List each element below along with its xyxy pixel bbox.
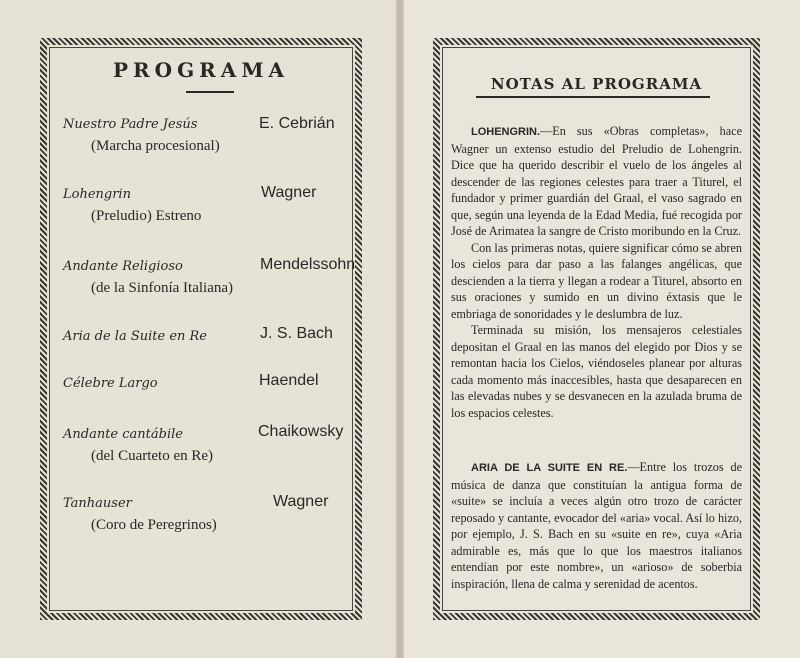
work-subtitle: (Coro de Peregrinos) bbox=[91, 517, 217, 533]
work-title: Aria de la Suite en Re bbox=[63, 329, 207, 344]
work-subtitle: (Marcha procesional) bbox=[91, 138, 220, 154]
notas-title: NOTAS AL PROGRAMA bbox=[490, 75, 703, 93]
work-title: Célebre Largo bbox=[63, 376, 158, 391]
note-paragraph: Terminada su misión, los mensajeros celestiales depositan el Graal en las manos del elegido por Dios y se remontan hacia los Cielos, viéndoseles planear por alturas cada momento más inaccesibles, hasta que desaparecen en las elevadas nubes y se desvanecen en la azulada bruma de los espacios celestes. bbox=[451, 323, 742, 420]
work-title: Andante cantábile bbox=[63, 427, 183, 442]
work-title: Tanhauser bbox=[63, 496, 132, 511]
title-underline bbox=[186, 91, 234, 93]
page-gutter bbox=[396, 0, 404, 658]
programa-title: PROGRAMA bbox=[113, 58, 289, 82]
composer-name: Wagner bbox=[261, 184, 317, 201]
composer-name: J. S. Bach bbox=[260, 325, 333, 342]
note-text: —En sus «Obras completas», hace Wagner un extenso estudio del Preludio de Lohengrin. Dice que ha querido describir el vuelo de los ángeles al descender de las regiones celestes para traer a Titurel, el fundador y primer guardián del Graal, el vaso sagrado en que, según una leyenda de la Edad Media, fué recogida por José de Arimatea la sangre de Cristo moribundo en la Cruz. bbox=[451, 124, 742, 238]
note-lohengrin bbox=[451, 123, 742, 421]
note-paragraph: Con las primeras notas, quiere significar cómo se abren los cielos para dar paso a las falanges angélicas, que descienden a la tierra y llegan a rodear a Titurel, absorto en sus oraciones y sumido en un divino éxtasis que le embriaga de sonoridades y le deslumbra de luz. bbox=[451, 240, 742, 321]
work-title: Andante Religioso bbox=[63, 259, 183, 274]
work-title: Lohengrin bbox=[63, 187, 131, 202]
program-item bbox=[63, 187, 363, 225]
note-text: —Entre los trozos de música de danza que constituían la antigua forma de «suite» se incluía a veces algún otro trozo de carácter reposado y cantante, evocador del «aria» vocal. Así lo hizo, por ejemplo, J. S. Bach en su «suite en re», cuya «Aria admirable es, más que lo que los maestros italianos entendían por este nombre», un «arioso» de soberbia inspiración, llena de calma y serenidad de acentos. bbox=[451, 460, 742, 591]
work-title: Nuestro Padre Jesús bbox=[63, 117, 198, 132]
note-lead: ARIA DE LA SUITE EN RE. bbox=[471, 462, 628, 474]
note-aria bbox=[451, 459, 742, 592]
composer-name: Wagner bbox=[273, 493, 329, 510]
composer-name: E. Cebrián bbox=[259, 115, 335, 132]
composer-name: Mendelssohn bbox=[260, 256, 356, 273]
work-subtitle: (Preludio) Estreno bbox=[91, 208, 202, 224]
note-lead: LOHENGRIN. bbox=[471, 126, 541, 138]
composer-name: Chaikowsky bbox=[258, 423, 344, 440]
composer-name: Haendel bbox=[259, 372, 319, 389]
work-subtitle: (del Cuarteto en Re) bbox=[91, 448, 214, 464]
title-underline bbox=[476, 96, 710, 98]
work-subtitle: (de la Sinfonía Italiana) bbox=[91, 280, 234, 296]
